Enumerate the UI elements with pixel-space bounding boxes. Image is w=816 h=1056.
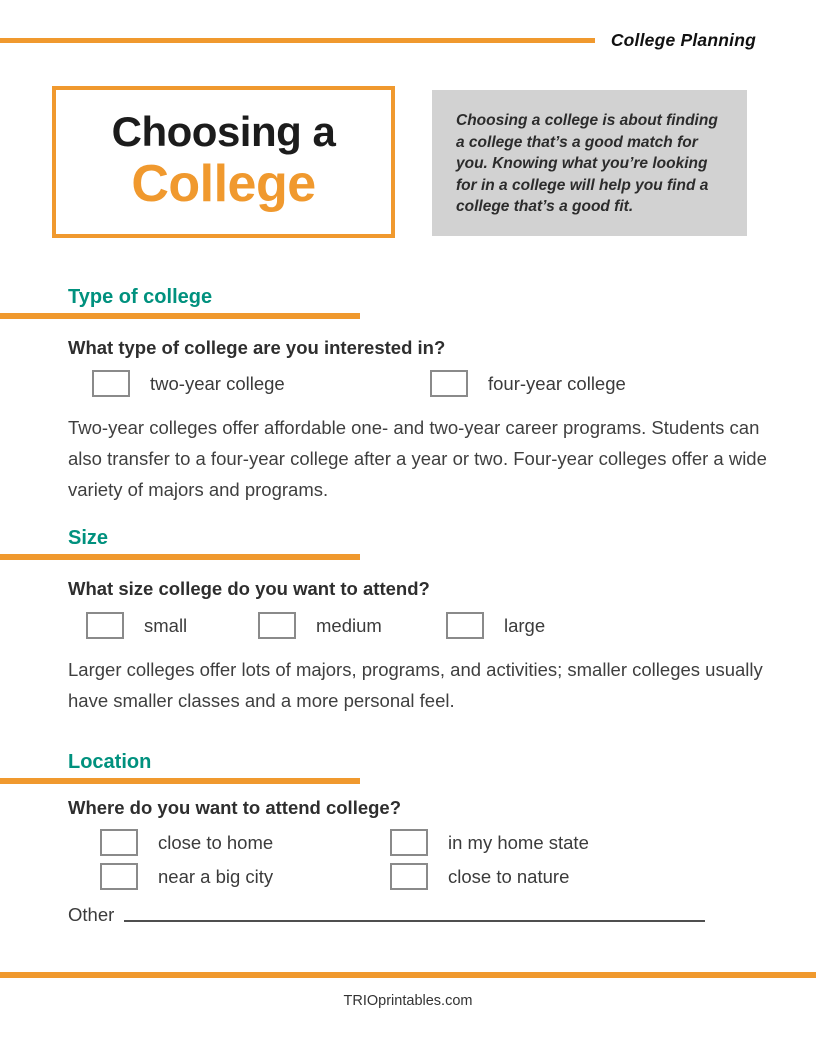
checkbox-small[interactable] (86, 612, 124, 639)
top-header (0, 30, 816, 51)
checkbox-medium[interactable] (258, 612, 296, 639)
option-label: four-year college (488, 372, 626, 394)
options-row-location-2 (0, 863, 816, 890)
option-home-state (390, 829, 589, 856)
checkbox-home-state[interactable] (390, 829, 428, 856)
section-rule (0, 554, 360, 560)
section-type-of-college (0, 286, 816, 505)
intro-text-box: Choosing a college is about finding a college that’s a good match for you. Knowing what you’re looking for in a college will help you find a college that’s a good fit. (432, 90, 747, 236)
footer-site-name: TRIOprintables.com (343, 993, 473, 1009)
option-large (446, 612, 545, 639)
option-two-year (92, 370, 430, 397)
checkbox-close-to-home[interactable] (100, 829, 138, 856)
other-label: Other (68, 904, 115, 925)
checkbox-large[interactable] (446, 612, 484, 639)
option-four-year (430, 370, 626, 397)
option-label: large (504, 614, 546, 636)
page-title-line2: College (131, 155, 316, 214)
section-location (0, 751, 816, 926)
option-label: small (144, 614, 188, 636)
question-type: What type of college are you interested in? (68, 337, 446, 358)
section-description: Two-year colleges offer affordable one- and two-year career programs. Students can also transfer to a four-year college after a year or two. Four-year colleges offer a wide variety of majors and programs. (68, 417, 767, 500)
section-rule (0, 313, 360, 319)
options-row-size (0, 612, 816, 639)
other-write-in-line[interactable] (124, 920, 705, 922)
question-size: What size college do you want to attend? (68, 578, 430, 599)
section-heading: Location (68, 751, 152, 773)
section-heading: Type of college (68, 286, 213, 308)
checkbox-big-city[interactable] (100, 863, 138, 890)
option-nature (390, 863, 569, 890)
series-label: College Planning (610, 30, 756, 50)
option-label: near a big city (158, 865, 274, 887)
footer-accent-rule (0, 972, 816, 978)
checkbox-four-year[interactable] (430, 370, 468, 397)
option-big-city (100, 863, 390, 890)
page-title-line1: Choosing a (111, 108, 336, 155)
section-size (0, 527, 816, 716)
other-row (68, 904, 705, 926)
checkbox-two-year[interactable] (92, 370, 130, 397)
title-box (52, 86, 395, 238)
options-row-location-1 (0, 829, 816, 856)
section-heading: Size (68, 527, 109, 549)
section-rule (0, 778, 360, 784)
section-description: Larger colleges offer lots of majors, programs, and activities; smaller colleges usually have smaller classes and a more personal feel. (68, 659, 763, 711)
option-close-to-home (100, 829, 390, 856)
option-label: in my home state (448, 831, 589, 853)
option-small (86, 612, 258, 639)
option-label: medium (316, 614, 382, 636)
options-row-type (0, 370, 816, 397)
question-location: Where do you want to attend college? (68, 797, 402, 818)
option-medium (258, 612, 446, 639)
top-accent-rule (0, 38, 595, 43)
option-label: close to nature (448, 865, 570, 887)
option-label: two-year college (150, 372, 285, 394)
option-label: close to home (158, 831, 274, 853)
checkbox-nature[interactable] (390, 863, 428, 890)
